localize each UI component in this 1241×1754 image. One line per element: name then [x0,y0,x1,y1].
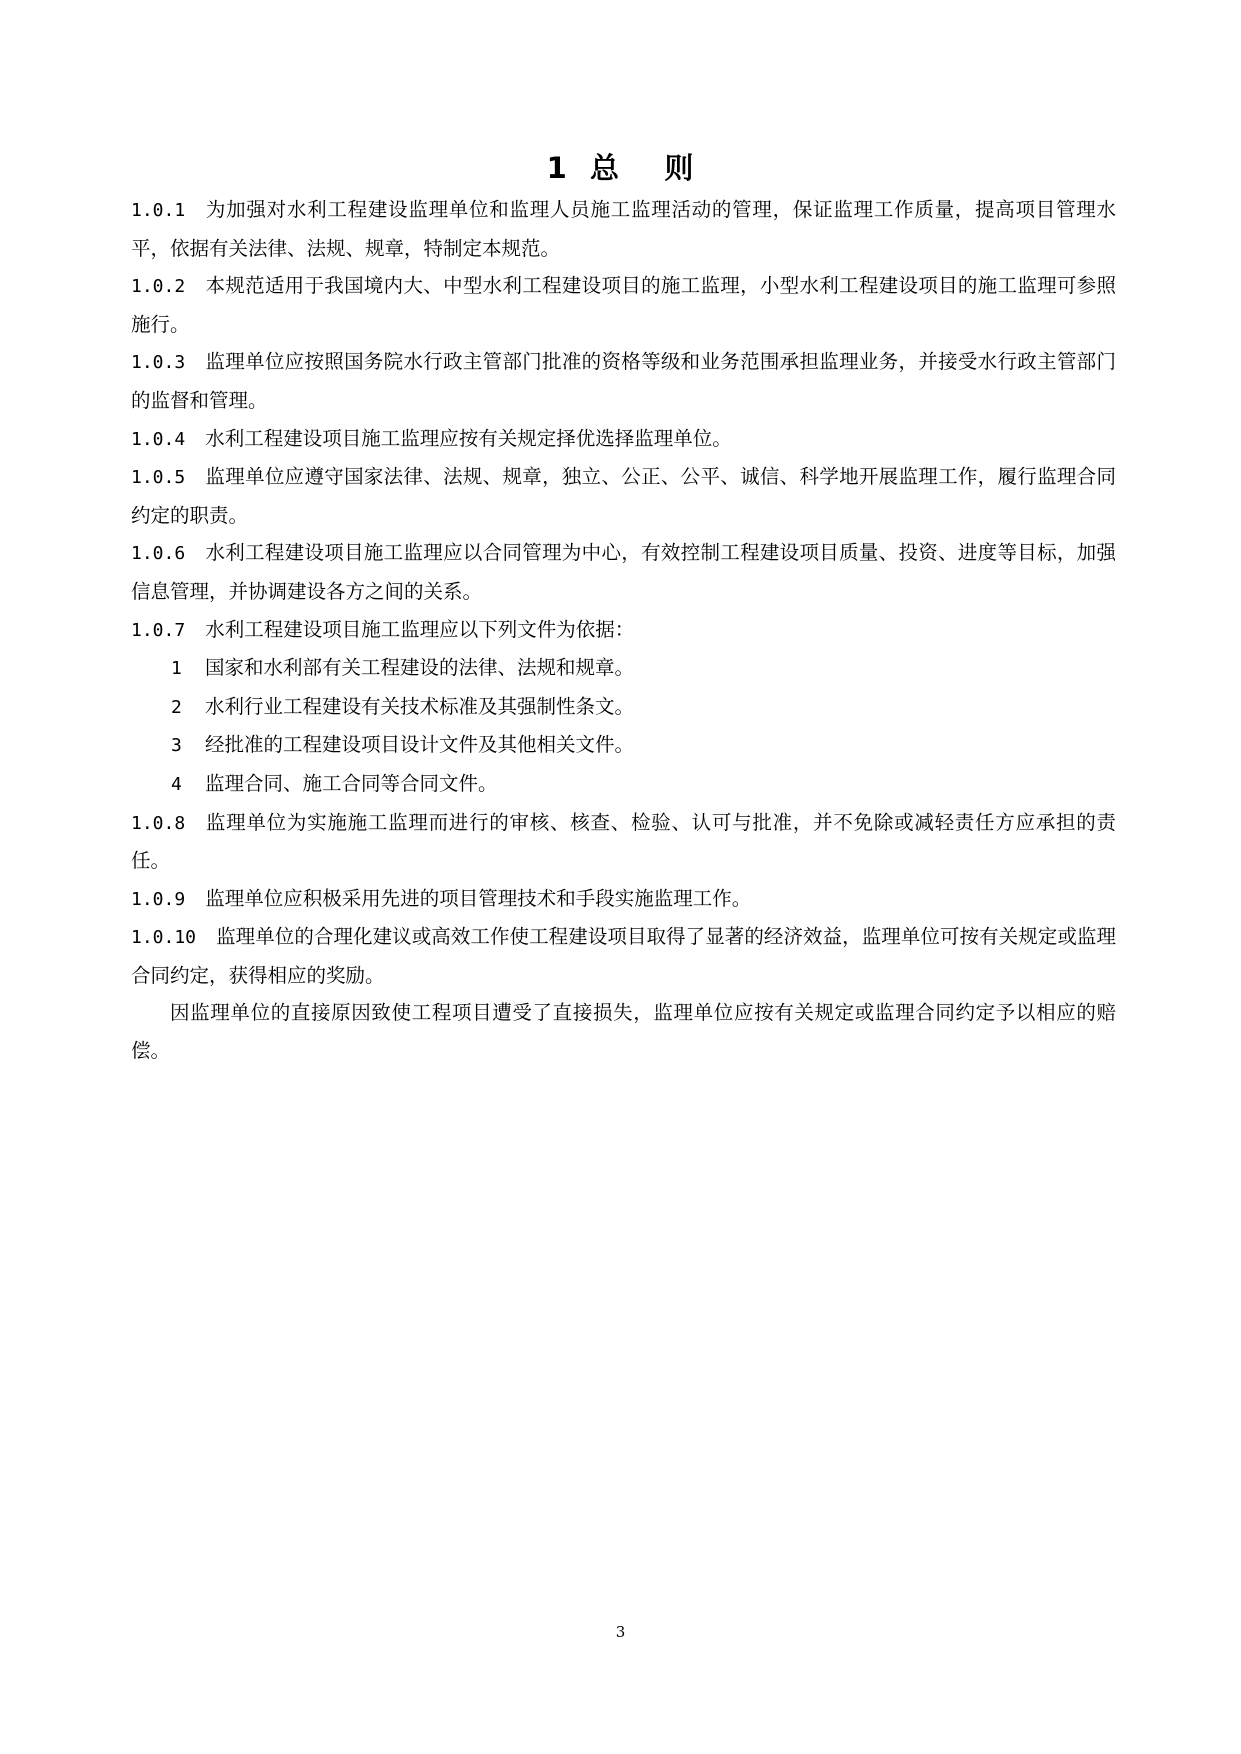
clause-text: 水利工程建设项目施工监理应以下列文件为依据： [205,617,635,641]
clause-number: 1.0.4 [131,428,186,450]
item-text: 水利行业工程建设有关技术标准及其强制性条文。 [205,694,635,718]
clause-text: 监理单位应遵守国家法律、法规、规章，独立、公正、公平、诚信、科学地开展监理工作，履行监理合同约定的职责。 [131,465,1116,527]
clause-number: 1.0.3 [131,352,186,374]
clause-text: 为加强对水利工程建设监理单位和监理人员施工监理活动的管理，保证监理工作质量，提高项目管理水平，依据有关法律、法规、规章，特制定本规范。 [131,198,1116,260]
clause-number: 1.0.8 [131,812,186,834]
clause-1-0-5 [131,458,1116,534]
clause-text: 监理单位应积极采用先进的项目管理技术和手段实施监理工作。 [205,886,752,910]
document-body [131,191,1116,1070]
clause-1-0-4 [131,420,1116,459]
page-number: 3 [615,1623,626,1641]
item-number: 1 [171,658,182,680]
clause-text: 水利工程建设项目施工监理应以合同管理为中心，有效控制工程建设项目质量、投资、进度等目标，加强信息管理，并协调建设各方之间的关系。 [131,541,1116,603]
clause-1-0-6 [131,534,1116,610]
clause-1-0-2 [131,267,1116,343]
clause-number: 1.0.6 [131,543,186,565]
clause-1-0-1 [131,191,1116,267]
final-paragraph: 因监理单位的直接原因致使工程项目遭受了直接损失，监理单位应按有关规定或监理合同约定予以相应的赔偿。 [131,1001,1116,1063]
clause-number: 1.0.1 [131,200,186,221]
clause-1-0-8 [131,804,1116,880]
clause-1-0-3 [131,343,1116,419]
clause-number: 1.0.7 [131,619,186,641]
basis-item [131,726,1116,765]
chapter-title: 1 总 则 [546,151,695,185]
basis-item [131,688,1116,727]
clause-text: 监理单位的合理化建议或高效工作使工程建设项目取得了显著的经济效益，监理单位可按有关规定或监理合同约定，获得相应的奖励。 [131,925,1116,987]
item-text: 国家和水利部有关工程建设的法律、法规和规章。 [205,656,635,680]
clause-number: 1.0.10 [131,927,197,949]
clause-1-0-7 [131,611,1116,650]
clause-text: 监理单位为实施施工监理而进行的审核、核查、检验、认可与批准，并不免除或减轻责任方应承担的责任。 [131,810,1116,873]
clause-number: 1.0.9 [131,888,186,910]
clause-text: 监理单位应按照国务院水行政主管部门批准的资格等级和业务范围承担监理业务，并接受水行政主管部门的监督和管理。 [131,350,1116,412]
item-number: 3 [171,735,182,757]
item-number: 2 [171,696,182,718]
basis-item [131,765,1116,804]
item-text: 经批准的工程建设项目设计文件及其他相关文件。 [205,733,635,757]
clause-text: 水利工程建设项目施工监理应按有关规定择优选择监理单位。 [205,426,732,450]
item-text: 监理合同、施工合同等合同文件。 [205,771,498,795]
basis-item [131,649,1116,688]
clause-text: 本规范适用于我国境内大、中型水利工程建设项目的施工监理，小型水利工程建设项目的施工监理可参照施行。 [131,274,1116,336]
clause-number: 1.0.5 [131,467,186,489]
clause-1-0-10 [131,918,1116,994]
item-number: 4 [171,773,182,795]
clause-number: 1.0.2 [131,276,186,298]
clause-1-0-9 [131,880,1116,919]
